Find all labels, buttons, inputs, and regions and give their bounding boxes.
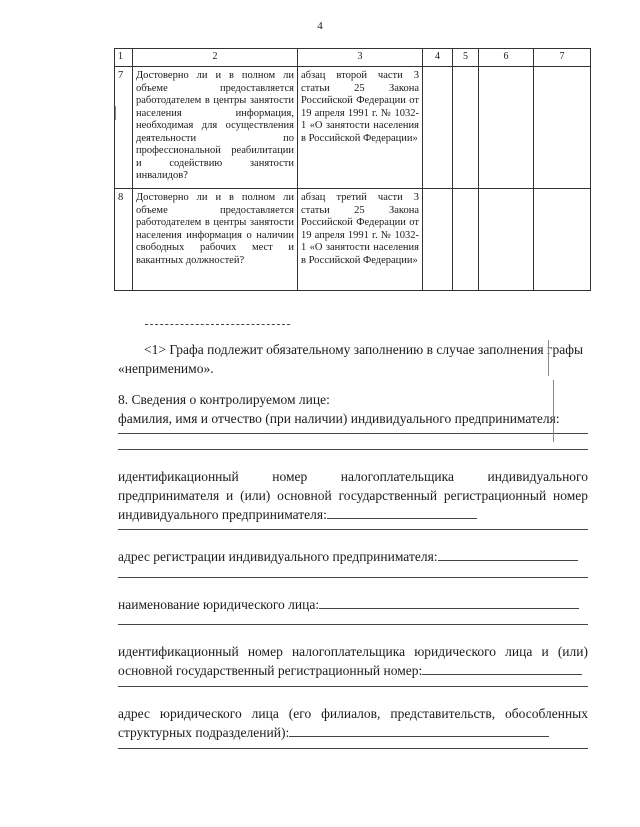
reference-cell: абзац третий части 3 статьи 25 Закона Российской Федерации от 19 апреля 1991 г. № 1032-1 «О занятости населения в Российской Федерации» (298, 189, 423, 291)
footnote-text: <1> Графа подлежит обязательному заполнению в случае заполнения графы «неприменимо». (118, 342, 584, 376)
org-address-label (118, 704, 588, 742)
ip-inn-label (118, 467, 588, 524)
answer-cell-na[interactable] (479, 189, 534, 291)
row-number: 8 (115, 189, 133, 291)
footnote-separator (145, 324, 290, 325)
notes-cell[interactable] (534, 189, 591, 291)
org-name-fill-line[interactable] (118, 624, 588, 625)
ip-name-label: фамилия, имя и отчество (при наличии) индивидуального предпринимателя: (118, 411, 560, 426)
page-number: 4 (317, 20, 323, 32)
ip-inn-fill-line[interactable] (118, 529, 588, 530)
answer-cell-yes[interactable] (423, 189, 453, 291)
reference-cell: абзац второй части 3 статьи 25 Закона Российской Федерации от 19 апреля 1991 г. № 1032-1 «О занятости населения в Российской Федерации» (298, 67, 423, 189)
table-row (115, 67, 591, 189)
org-name-label (118, 595, 588, 614)
header-cell: 2 (133, 49, 298, 67)
table-header-row (115, 49, 591, 67)
question-cell: Достоверно ли и в полном ли объеме предоставляется работодателем в центры занятости населения информация о наличии свободных рабочих мест и вакантных должностей? (133, 189, 298, 291)
answer-cell-na[interactable] (479, 67, 534, 189)
ip-name-fill-line[interactable] (118, 449, 588, 450)
header-cell: 7 (534, 49, 591, 67)
scan-mark (548, 340, 549, 376)
answer-cell-no[interactable] (453, 67, 479, 189)
section-title: 8. Сведения о контролируемом лице: (118, 392, 330, 407)
org-inn-label-text: идентификационный номер налогоплательщика юридического лица и (или) основной государственный регистрационный номер: (118, 644, 588, 678)
ip-address-label-text: адрес регистрации индивидуального предпринимателя: (118, 549, 438, 564)
notes-cell[interactable] (534, 67, 591, 189)
row-number: 7 (115, 67, 133, 189)
org-inn-label (118, 642, 588, 680)
ip-name-fill-line[interactable] (118, 433, 588, 434)
header-cell: 3 (298, 49, 423, 67)
org-address-label-text: адрес юридического лица (его филиалов, представительств, обособленных структурных подразделений): (118, 706, 588, 740)
header-cell: 5 (453, 49, 479, 67)
org-address-fill-line[interactable] (118, 748, 588, 749)
ip-address-label (118, 547, 588, 566)
scan-mark (553, 380, 554, 442)
header-cell: 4 (423, 49, 453, 67)
header-cell: 6 (479, 49, 534, 67)
checklist-table (114, 48, 591, 291)
answer-cell-yes[interactable] (423, 67, 453, 189)
header-cell: 1 (115, 49, 133, 67)
ip-inn-fill-line[interactable] (327, 517, 477, 519)
table-row (115, 189, 591, 291)
ip-address-fill-line[interactable] (118, 577, 588, 578)
ip-inn-label-text: идентификационный номер налогоплательщика индивидуального предпринимателя и (или) основной государственный регистрационный номер индивидуального предпринимателя: (118, 469, 588, 522)
org-inn-fill-line[interactable] (118, 686, 588, 687)
question-cell: Достоверно ли и в полном ли объеме предоставляется работодателем в центры занятости населения информация, необходимая для осуществления деятельности по профессиональной реабилитации и содействию занятости инвалидов? (133, 67, 298, 189)
org-inn-fill-line[interactable] (422, 673, 582, 675)
ip-address-fill-line[interactable] (438, 559, 578, 561)
scan-mark (115, 106, 116, 120)
org-name-fill-line[interactable] (319, 607, 579, 609)
answer-cell-no[interactable] (453, 189, 479, 291)
org-name-label-text: наименование юридического лица: (118, 597, 320, 612)
org-address-fill-line[interactable] (289, 735, 549, 737)
